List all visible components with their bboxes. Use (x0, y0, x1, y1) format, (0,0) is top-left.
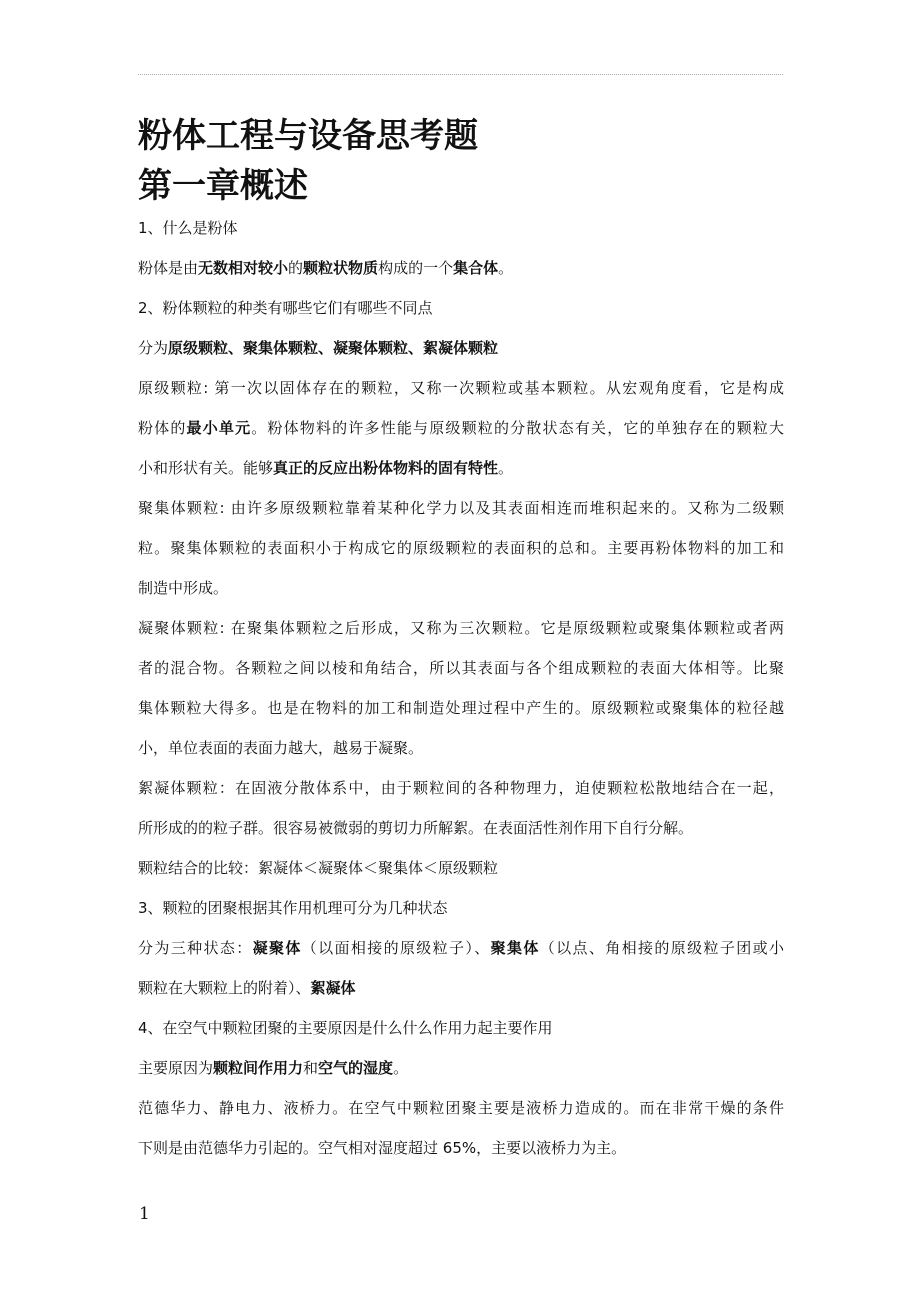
main-title: 粉体工程与设备思考题 (138, 116, 478, 156)
bold-text: 无数相对较小 (198, 259, 289, 277)
bold-text: 原级颗粒、聚集体颗粒、凝聚体颗粒、絮凝体颗粒 (168, 339, 499, 357)
text-segment: 聚集体颗粒: 由许多原级颗粒靠着某种化学力以及其表面相连而堆积起来的。又称为二级颗 (138, 499, 784, 517)
text-segment: 制造中形成。 (138, 579, 229, 597)
text-line (138, 448, 784, 488)
text-line (138, 1088, 784, 1128)
text-segment: 者的混合物。各颗粒之间以棱和角结合，所以其表面与各个组成颗粒的表面大体相等。比聚 (138, 659, 784, 677)
text-line (138, 808, 784, 848)
text-line (138, 568, 784, 608)
text-segment: 4、在空气中颗粒团聚的主要原因是什么什么作用力起主要作用 (138, 1019, 553, 1037)
text-line (138, 728, 784, 768)
text-segment: 絮凝体颗粒：在固液分散体系中，由于颗粒间的各种物理力，迫使颗粒松散地结合在一起， (138, 779, 784, 797)
bold-text: 颗粒间作用力 (213, 1059, 304, 1077)
text-line (138, 608, 784, 648)
bold-text: 颗粒状物质 (303, 259, 379, 277)
text-line (138, 488, 784, 528)
text-segment: 原级颗粒: 第一次以固体存在的颗粒，又称一次颗粒或基本颗粒。从宏观角度看，它是构成 (138, 379, 784, 397)
bold-text: 真正的反应出粉体物料的固有特性 (273, 459, 499, 477)
text-segment: 凝聚体颗粒: 在聚集体颗粒之后形成，又称为三次颗粒。它是原级颗粒或聚集体颗粒或者两 (138, 619, 784, 637)
text-segment: 2、粉体颗粒的种类有哪些它们有哪些不同点 (138, 299, 433, 317)
text-segment: 。 (393, 1059, 409, 1077)
text-segment: 范德华力、静电力、液桥力。在空气中颗粒团聚主要是液桥力造成的。而在非常干燥的条件 (138, 1099, 784, 1117)
bold-text: 空气的湿度 (318, 1059, 394, 1077)
bold-text: 凝聚体 (252, 939, 302, 957)
text-line (138, 368, 784, 408)
text-segment: 粉体的 (138, 419, 187, 437)
text-line (138, 248, 784, 288)
text-segment: 和 (303, 1059, 319, 1077)
header-divider (138, 74, 783, 75)
text-segment: 1、什么是粉体 (138, 219, 238, 237)
text-segment: 粒。聚集体颗粒的表面积小于构成它的原级颗粒的表面积的总和。主要再粉体物料的加工和 (138, 539, 784, 557)
text-segment: 。 (498, 259, 514, 277)
text-line (138, 928, 784, 968)
text-segment: 下则是由范德华力引起的。空气相对湿度超过 65%，主要以液桥力为主。 (138, 1139, 627, 1157)
bold-text: 絮凝体 (310, 979, 356, 997)
text-segment: 主要原因为 (138, 1059, 214, 1077)
bold-text: 聚集体 (490, 939, 540, 957)
bold-text: 集合体 (453, 259, 499, 277)
document-body (138, 208, 784, 1168)
text-line (138, 1128, 784, 1168)
text-line (138, 1048, 784, 1088)
text-line (138, 208, 784, 248)
text-line (138, 648, 784, 688)
text-segment: 分为三种状态： (138, 939, 253, 957)
text-segment: 粉体是由 (138, 259, 199, 277)
text-segment: 小和形状有关。能够 (138, 459, 274, 477)
text-line (138, 688, 784, 728)
text-line (138, 1008, 784, 1048)
text-segment: 颗粒结合的比较：絮凝体＜凝聚体＜聚集体＜原级颗粒 (138, 859, 499, 877)
text-line (138, 288, 784, 328)
text-segment: 所形成的的粒子群。很容易被微弱的剪切力所解絮。在表面活性剂作用下自行分解。 (138, 819, 694, 837)
text-segment: 的 (288, 259, 304, 277)
text-line (138, 768, 784, 808)
text-segment: 集体颗粒大得多。也是在物料的加工和制造处理过程中产生的。原级颗粒或聚集体的粒径越 (138, 699, 784, 717)
text-segment: 分为 (138, 339, 169, 357)
text-segment: （以点、角相接的原级粒子团或小 (539, 939, 784, 957)
text-line (138, 968, 784, 1008)
text-line (138, 848, 784, 888)
chapter-title: 第一章概述 (138, 166, 308, 206)
text-segment: （以面相接的原级粒子）、 (301, 939, 491, 957)
text-segment: 颗粒在大颗粒上的附着）、 (138, 979, 311, 997)
text-segment: 小，单位表面的表面力越大，越易于凝聚。 (138, 739, 424, 757)
text-segment: 构成的一个 (378, 259, 454, 277)
text-line (138, 888, 784, 928)
document-title (138, 111, 478, 211)
text-line (138, 408, 784, 448)
text-segment: 。粉体物料的许多性能与原级颗粒的分散状态有关，它的单独存在的颗粒大 (251, 419, 784, 437)
text-segment: 3、颗粒的团聚根据其作用机理可分为几种状态 (138, 899, 448, 917)
text-line (138, 328, 784, 368)
text-line (138, 528, 784, 568)
text-segment: 。 (498, 459, 514, 477)
bold-text: 最小单元 (186, 419, 252, 437)
page-number: 1 (139, 1204, 150, 1224)
